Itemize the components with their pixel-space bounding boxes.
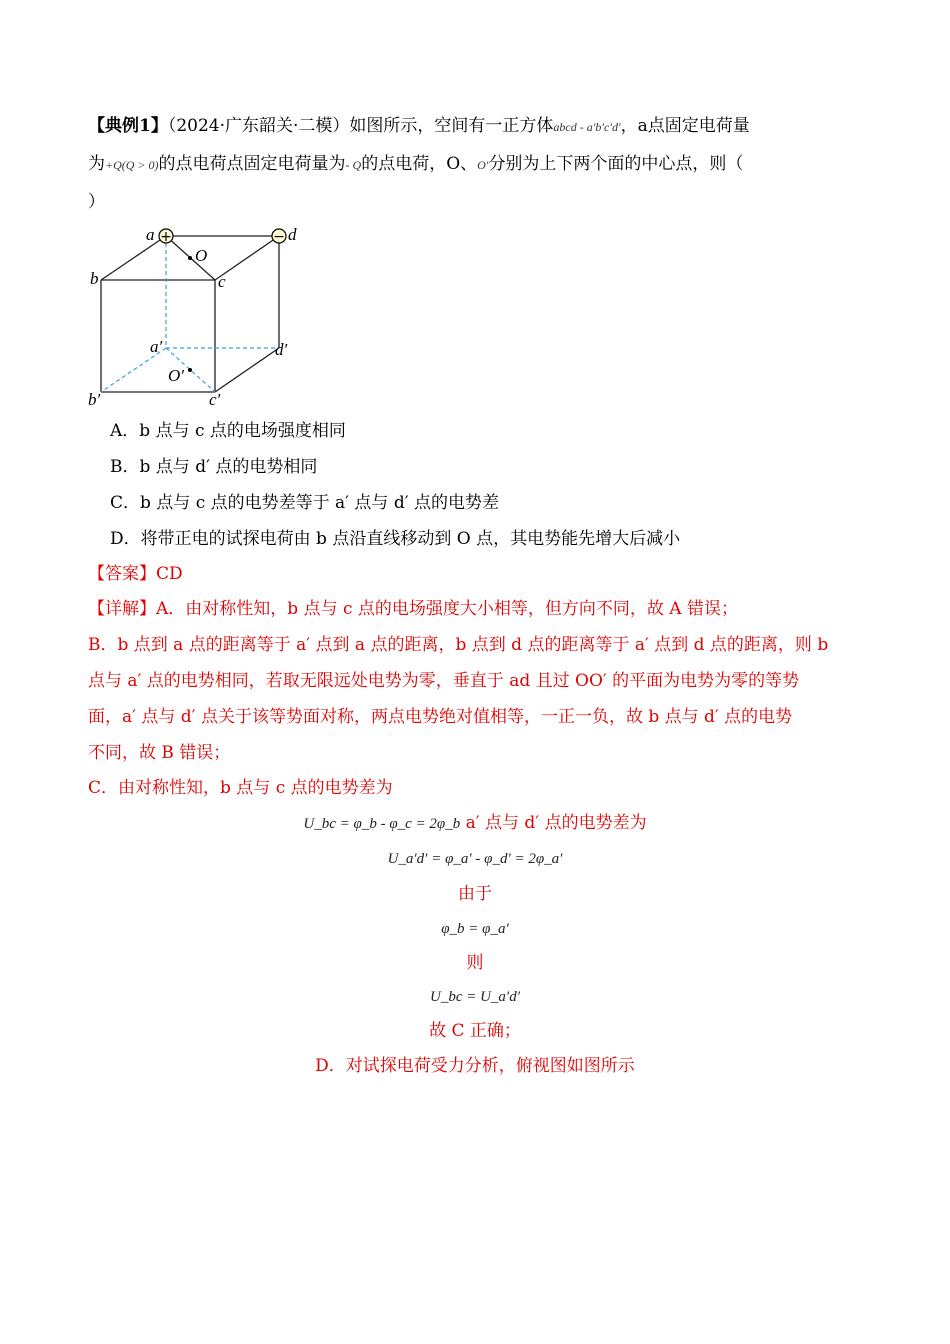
- charge-expression: +Q(Q > 0): [105, 158, 159, 172]
- explanation-b-4: 不同，故 B 错误；: [88, 743, 231, 763]
- edge-cd-prime: [215, 348, 279, 392]
- option-d: D．将带正电的试探电荷由 b 点沿直线移动到 O 点，其电势能先增大后减小: [110, 529, 681, 549]
- explanation-b-2: 点与 a′ 点的电势相同，若取无限远处电势为零，垂直于 ad 且过 OO′ 的平面为电势为零的等势: [88, 671, 800, 691]
- c-conclusion-row: 故 C 正确；: [429, 1021, 521, 1041]
- center-O-dot: [188, 256, 192, 260]
- formula-2: U_a′d′ = φ_a′ - φ_d′ = 2φ_a′: [387, 851, 563, 867]
- answer-value: CD: [156, 564, 183, 584]
- negative-charge-icon: [272, 229, 286, 245]
- question-source: （2024·广东韶关·二模）: [167, 116, 350, 136]
- cube-figure: [84, 222, 314, 417]
- explanation-tag: 【详解】: [88, 599, 156, 619]
- label-b: b: [90, 269, 99, 288]
- label-O: O: [195, 246, 208, 265]
- then-row: 则: [466, 953, 484, 973]
- formula-1-row: U_bc = φ_b - φ_c = 2φ_b a′ 点与 d′ 点的电势差为: [303, 813, 647, 833]
- label-a: a: [146, 225, 155, 244]
- svg-text:−: −: [273, 229, 285, 245]
- explanation-b-1: B．b 点到 a 点的距离等于 a′ 点到 a 点的距离，b 点到 d 点的距离等于 a′ 点到 d 点的距离，则 b: [88, 635, 829, 655]
- formula-3-row: [0, 916, 950, 941]
- formula-4: U_bc = U_a′d′: [429, 989, 520, 1005]
- answer-tag: 【答案】: [88, 564, 156, 584]
- explanation-d-row: D．对试探电荷受力分析，俯视图如图所示: [315, 1056, 635, 1076]
- answer-line: [88, 562, 183, 586]
- label-c: c: [218, 272, 226, 291]
- option-b: B．b 点与 d′ 点的电势相同: [110, 457, 318, 477]
- label-a-prime: a′: [150, 337, 163, 356]
- formula-2-row: [0, 846, 950, 871]
- positive-charge-icon: [159, 229, 173, 245]
- label-d-prime: d′: [275, 340, 288, 359]
- label-c-prime: c′: [209, 390, 221, 409]
- edge-ab: [101, 236, 166, 280]
- question-line-1: 【典例1】（2024·广东韶关·二模）如图所示，空间有一正方体abcd - a′b′c′d′，a点固定电荷量: [88, 116, 750, 136]
- svg-text:+: +: [160, 229, 172, 245]
- formula-1: U_bc = φ_b - φ_c = 2φ_b: [303, 816, 461, 832]
- label-b-prime: b′: [88, 390, 101, 409]
- explanation-c-1: C．由对称性知，b 点与 c 点的电势差为: [88, 778, 393, 798]
- explanation-a: 【详解】A．由对称性知，b 点与 c 点的电场强度大小相等，但方向不同，故 A 错误；: [88, 599, 738, 619]
- cube-name: abcd - a′b′c′d′: [553, 120, 621, 134]
- option-c: C．b 点与 c 点的电势差等于 a′ 点与 d′ 点的电势差: [110, 493, 499, 513]
- formula-4-row: [0, 984, 950, 1009]
- question-line-2: 为+Q(Q > 0)的点电荷点固定电荷量为- Q的点电荷，O、O′分别为上下两个面的中心点，则（: [88, 154, 744, 174]
- example-tag: 【典例1】: [88, 116, 168, 136]
- question-line-3: ）: [88, 192, 105, 212]
- option-a: A．b 点与 c 点的电场强度相同: [110, 421, 346, 441]
- formula-3: φ_b = φ_a′: [441, 921, 509, 937]
- label-O-prime: O′: [168, 366, 184, 385]
- since-row: 由于: [458, 884, 492, 904]
- negative-charge: - Q: [345, 158, 362, 172]
- explanation-b-3: 面，a′ 点与 d′ 点关于该等势面对称，两点电势绝对值相等，一正一负，故 b 点与 d′ 点的电势: [88, 707, 793, 727]
- label-d: d: [288, 225, 297, 244]
- center-O-prime-dot: [188, 368, 192, 372]
